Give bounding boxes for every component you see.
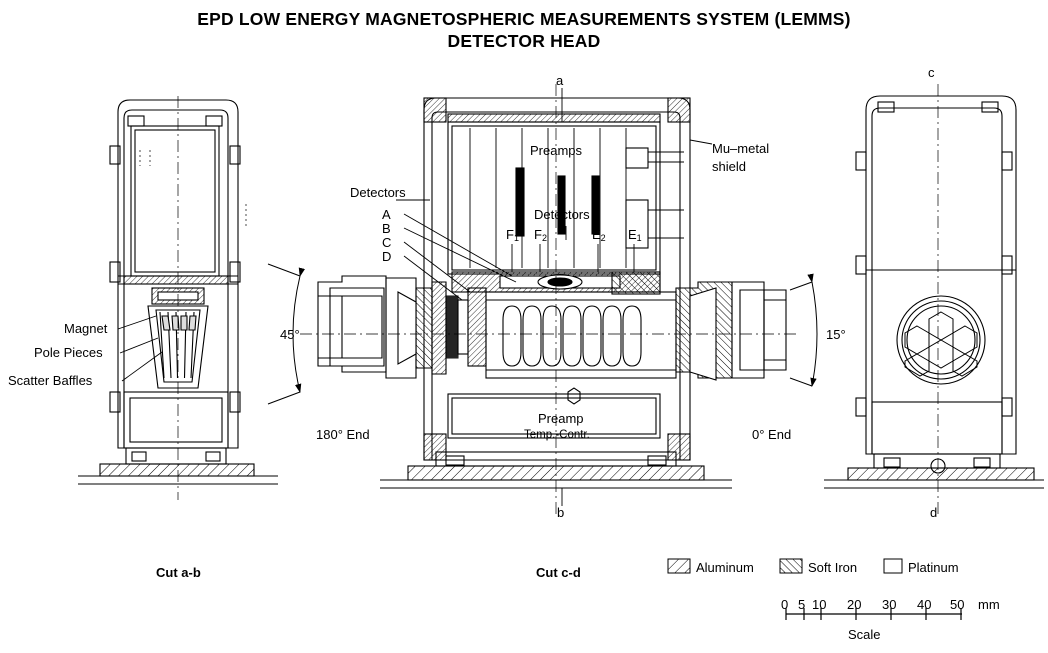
callout-scatter-baffles: Scatter Baffles [8, 373, 93, 388]
end-label-0: 0° End [752, 427, 792, 442]
end-label-180: 180° End [316, 427, 370, 442]
title-line-2: DETECTOR HEAD [447, 31, 601, 51]
left-view-body [78, 96, 278, 500]
channel-label-e2: $E_2$ [592, 227, 606, 243]
scale-tick-30: 30 [882, 597, 897, 612]
title-line-1: EPD LOW ENERGY MAGNETOSPHERIC MEASUREMENTS SYSTEM (LEMMS) [197, 9, 851, 29]
detector-channel-leaders [512, 226, 634, 272]
callout-pole-pieces: Pole Pieces [34, 345, 103, 360]
angle-15-label: 15° [826, 327, 846, 342]
label-mu-metal-shield-line2: shield [712, 159, 746, 174]
detector-label-a: A [382, 207, 391, 222]
label-detectors-inner: Detectors [534, 207, 590, 222]
cut-mark-d: d [930, 505, 938, 520]
scale-tick-50: 50 [950, 597, 965, 612]
left-view-callout-leaders [118, 316, 162, 381]
label-preamp-temp-line1: Preamp [538, 411, 584, 426]
angle-45-label: 45° [280, 327, 300, 342]
legend-item-aluminum: Aluminum [696, 560, 754, 575]
legend-item-soft-iron: Soft Iron [808, 560, 858, 575]
label-detectors-group: Detectors [350, 185, 406, 200]
scale-tick-20: 20 [847, 597, 862, 612]
label-preamp-temp-line2: Temp.-Contr. [524, 429, 590, 441]
channel-label-f1: $F_1$ [506, 227, 519, 243]
detector-label-b: B [382, 221, 391, 236]
scale-tick-40: 40 [917, 597, 932, 612]
label-preamps: Preamps [530, 143, 583, 158]
channel-label-e1: $E_1$ [628, 227, 642, 243]
detector-label-d: D [382, 249, 392, 264]
channel-label-f2: $F_2$ [534, 227, 547, 243]
scale-unit: mm [978, 597, 1000, 612]
scale-tick-0: 0 [781, 597, 789, 612]
scale-caption: Scale [848, 627, 881, 642]
label-mu-metal-shield-line1: Mu–metal [712, 141, 770, 156]
cut-mark-c: c [928, 65, 935, 80]
coil [503, 306, 641, 366]
caption-cut-ab: Cut a-b [156, 565, 201, 580]
legend-item-platinum: Platinum [908, 560, 959, 575]
detector-label-c: C [382, 235, 392, 250]
right-view-body [824, 84, 1044, 516]
scale-tick-10: 10 [812, 597, 827, 612]
caption-cut-cd: Cut c-d [536, 565, 581, 580]
cut-mark-b: b [557, 505, 565, 520]
cut-mark-a: a [556, 73, 564, 88]
scale-tick-5: 5 [798, 597, 806, 612]
callout-magnet: Magnet [64, 321, 108, 336]
